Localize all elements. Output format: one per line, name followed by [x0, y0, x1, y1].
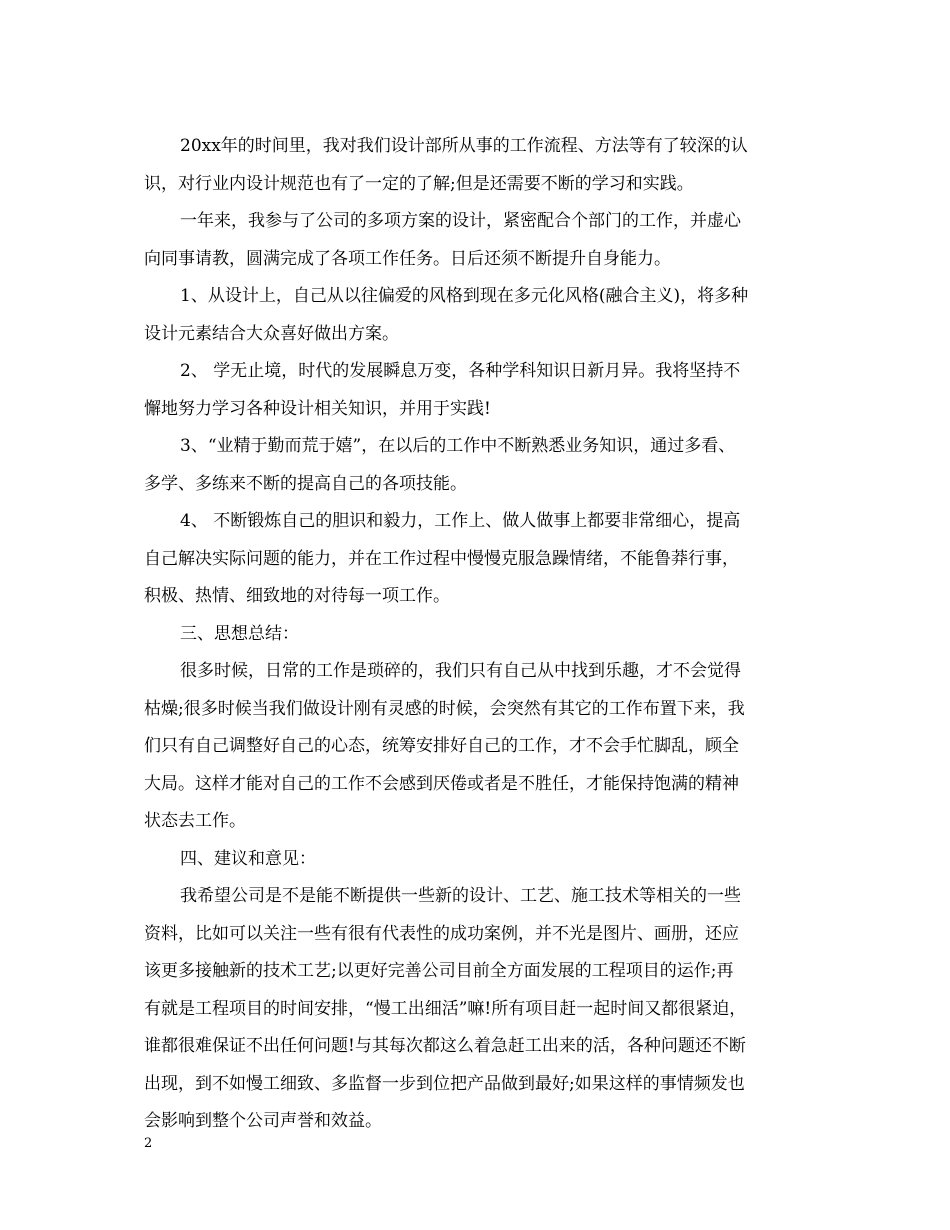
page-number: 2 — [144, 1136, 153, 1151]
text-line: 有就是工程项目的时间安排，“慢工出细活”嘛!所有项目赶一起时间又都很紧迫， — [144, 998, 747, 1019]
text-line: 1、从设计上，自己从以往偏爱的风格到现在多元化风格(融合主义)，将多种 — [180, 286, 749, 306]
section-heading — [144, 616, 816, 654]
text-line: 20xx年的时间里，我对我们设计部所从事的工作流程、方法等有了较深的认 — [180, 136, 748, 156]
text-line: 会影响到整个公司声誉和效益。 — [144, 1111, 382, 1131]
paragraph — [144, 653, 816, 841]
text-line: 出现，到不如慢工细致、多监督一步到位把产品做到最好;如果这样的事情频发也 — [144, 1073, 745, 1094]
list-item — [144, 278, 816, 353]
text-line: 2、 学无止境，时代的发展瞬息万变，各种学科知识日新月异。我将坚持不 — [180, 361, 741, 381]
text-line: 自己解决实际问题的能力，并在工作过程中慢慢克服急躁情绪，不能鲁莽行事， — [144, 548, 739, 569]
text-line: 们只有自己调整好自己的心态，统筹安排好自己的工作，才不会手忙脚乱，顾全 — [144, 736, 739, 756]
text-line: 状态去工作。 — [144, 811, 246, 831]
text-line: 枯燥;很多时候当我们做设计刚有灵感的时候，会突然有其它的工作布置下来，我 — [144, 698, 745, 719]
list-item — [144, 428, 816, 503]
text-line: 大局。这样才能对自己的工作不会感到厌倦或者是不胜任，才能保持饱满的精神 — [144, 773, 739, 794]
section-heading — [144, 841, 816, 879]
text-line: 向同事请教，圆满完成了各项工作任务。日后还须不断提升自身能力。 — [144, 248, 671, 269]
text-line: 我希望公司是不是能不断提供一些新的设计、工艺、施工技术等相关的一些 — [180, 886, 741, 906]
paragraph — [144, 878, 816, 1141]
text-line: 资料，比如可以关注一些有很有代表性的成功案例，并不光是图片、画册，还应 — [144, 923, 739, 944]
text-line: 该更多接触新的技术工艺;以更好完善公司目前全方面发展的工程项目的运作;再 — [144, 961, 734, 981]
text-line: 很多时候，日常的工作是琐碎的，我们只有自己从中找到乐趣，才不会觉得 — [180, 661, 741, 681]
list-item — [144, 503, 816, 616]
paragraph — [144, 203, 816, 278]
text-line: 积极、热情、细致地的对待每一项工作。 — [144, 586, 450, 606]
heading-text: 四、建议和意见： — [180, 848, 316, 869]
text-line: 多学、多练来不断的提高自己的各项技能。 — [144, 473, 467, 494]
text-line: 3、“业精于勤而荒于嬉”，在以后的工作中不断熟悉业务知识，通过多看、 — [180, 436, 736, 456]
text-line: 懈地努力学习各种设计相关知识，并用于实践! — [144, 398, 491, 419]
document-body — [144, 128, 816, 1141]
heading-text: 三、思想总结： — [180, 623, 299, 644]
text-line: 识，对行业内设计规范也有了一定的了解;但是还需要不断的学习和实践。 — [144, 173, 694, 194]
text-line: 一年来，我参与了公司的多项方案的设计，紧密配合个部门的工作，并虚心 — [180, 211, 741, 231]
text-line: 谁都很难保证不出任何问题!与其每次都这么着急赶工出来的活，各种问题还不断 — [144, 1036, 746, 1056]
text-line: 设计元素结合大众喜好做出方案。 — [144, 323, 399, 344]
list-item — [144, 353, 816, 428]
text-line: 4、 不断锻炼自己的胆识和毅力，工作上、做人做事上都要非常细心，提高 — [180, 511, 741, 531]
paragraph — [144, 128, 816, 203]
